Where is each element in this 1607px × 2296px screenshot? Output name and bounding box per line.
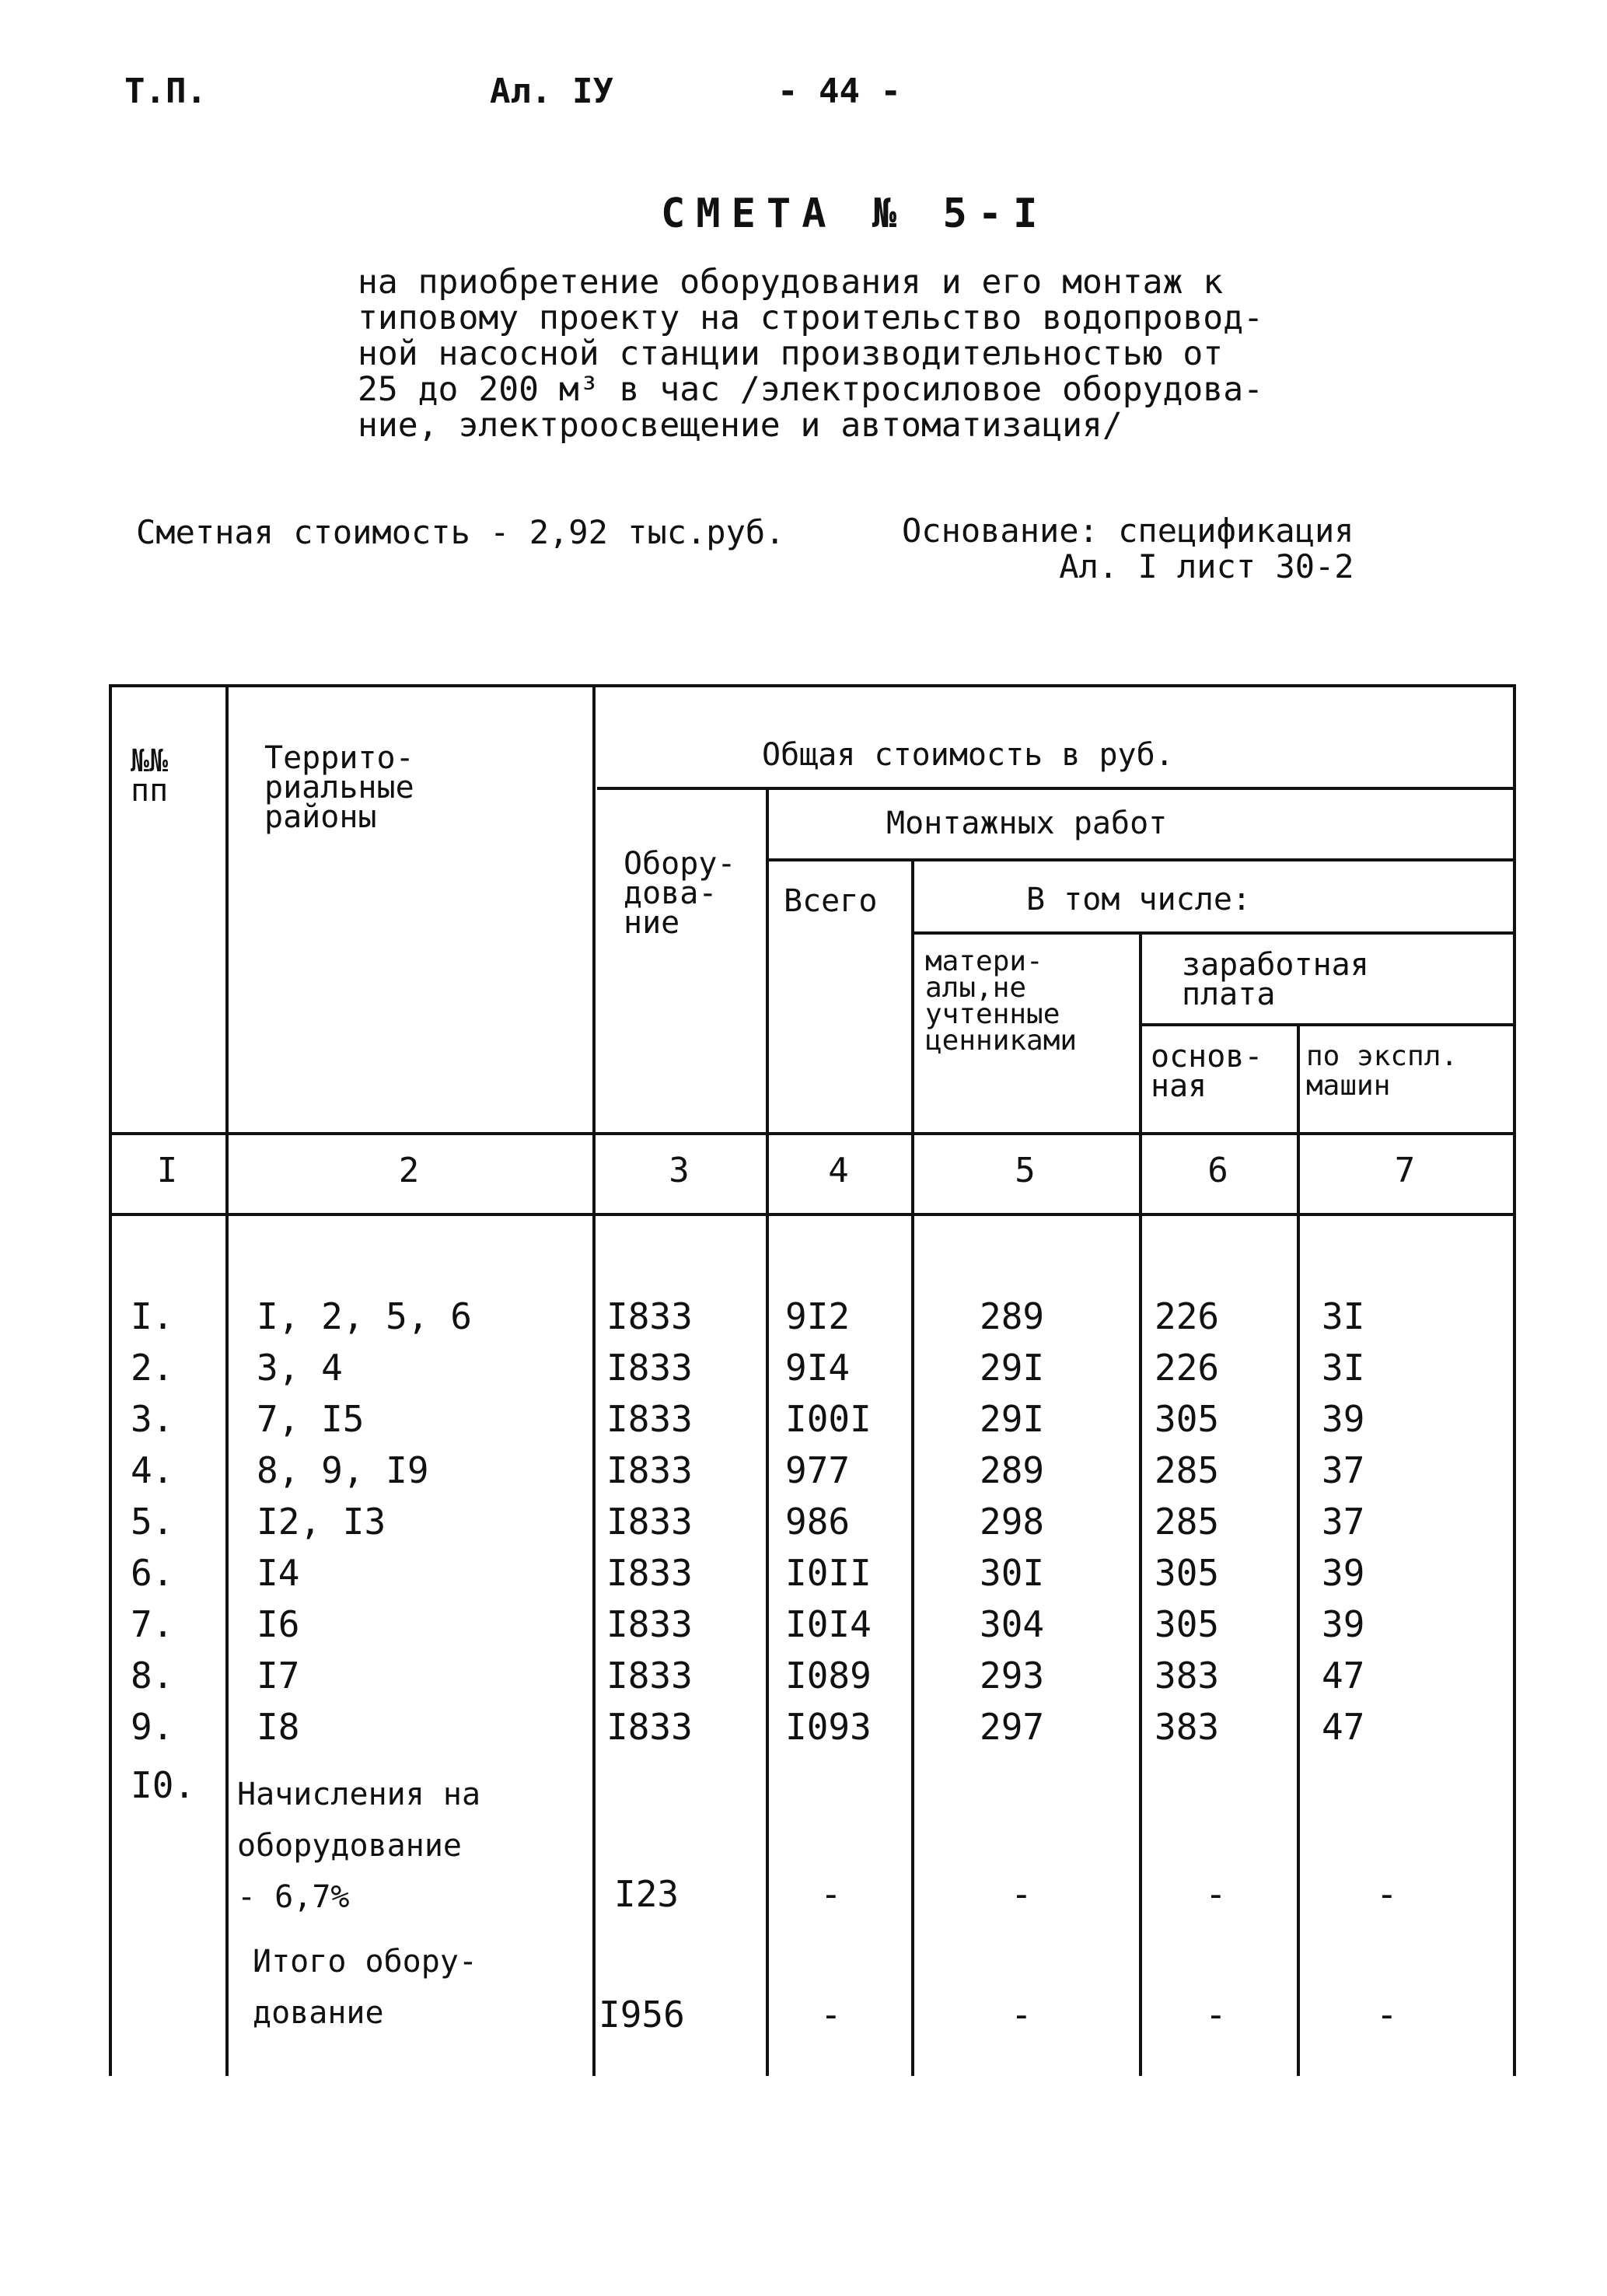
estimate-table: [109, 684, 1516, 2076]
rule-including: [914, 931, 1516, 935]
row-operation: 39: [1322, 1552, 1365, 1594]
row-basic: 285: [1155, 1449, 1220, 1491]
row-equipment: I833: [606, 1501, 693, 1543]
row-operation: 3I: [1322, 1295, 1365, 1337]
total-label: Итого обору- дование: [253, 1944, 477, 2031]
rule-column-numbers: [109, 1213, 1516, 1216]
col-number: I: [156, 1151, 178, 1190]
row-basic: 305: [1155, 1552, 1220, 1594]
row-number: 2.: [131, 1347, 174, 1389]
row-number: 7.: [131, 1603, 174, 1645]
charges-operation: -: [1376, 1873, 1398, 1915]
row-operation: 39: [1322, 1603, 1365, 1645]
col-number: 4: [828, 1151, 849, 1190]
header-all: Всего: [784, 883, 878, 919]
page-number: - 44 -: [777, 72, 901, 111]
row-all: I0I4: [785, 1603, 872, 1645]
row-equipment: I833: [606, 1603, 693, 1645]
row-region: 3, 4: [257, 1347, 343, 1389]
charges-all: -: [820, 1873, 842, 1915]
table-row: [109, 1291, 1516, 1342]
header-equipment: Обору- дова- ние: [624, 846, 736, 941]
row-number: 5.: [131, 1501, 174, 1543]
estimate-basis: Основание: спецификация Ал. I лист 30-2: [902, 512, 1354, 585]
rule-salary: [1141, 1023, 1516, 1026]
row-region: I4: [257, 1552, 300, 1594]
row-region: 8, 9, I9: [257, 1449, 429, 1491]
row-all: I089: [785, 1655, 872, 1697]
row-number: 8.: [131, 1655, 174, 1697]
row-basic: 285: [1155, 1501, 1220, 1543]
row-materials: 289: [980, 1295, 1045, 1337]
row-region: I7: [257, 1655, 300, 1697]
table-row: [109, 1496, 1516, 1547]
rule-header-bottom: [109, 1132, 1516, 1135]
row-basic: 226: [1155, 1347, 1220, 1389]
table-row: [109, 1445, 1516, 1496]
table-row: [109, 1342, 1516, 1393]
document-title: СМЕТА № 5-I: [661, 190, 1049, 237]
row-basic: 305: [1155, 1603, 1220, 1645]
row-all: 9I2: [785, 1295, 851, 1337]
table-row: [109, 1650, 1516, 1701]
col-number: 7: [1394, 1151, 1416, 1190]
row-number: I.: [131, 1295, 174, 1337]
table-border-top: [109, 684, 1516, 687]
header-num: №№ пп: [131, 743, 169, 809]
row-basic: 226: [1155, 1295, 1220, 1337]
row-equipment: I833: [606, 1295, 693, 1337]
row-region: I, 2, 5, 6: [257, 1295, 472, 1337]
charges-basic: -: [1205, 1873, 1227, 1915]
row-operation: 47: [1322, 1706, 1365, 1748]
col-number: 5: [1015, 1151, 1036, 1190]
row-all: 977: [785, 1449, 851, 1491]
header-materials: матери- алы,не учтенные ценниками: [925, 945, 1078, 1057]
row-operation: 37: [1322, 1501, 1365, 1543]
col-number: 2: [398, 1151, 420, 1190]
table-row: [109, 1547, 1516, 1599]
rule-installation: [768, 858, 1516, 861]
table-row: [109, 1599, 1516, 1650]
header-operation: по экспл. машин: [1306, 1040, 1459, 1102]
row-all: I093: [785, 1706, 872, 1748]
header-including: В том числе:: [1026, 882, 1251, 917]
row-region: I6: [257, 1603, 300, 1645]
row-materials: 289: [980, 1449, 1045, 1491]
row-basic: 383: [1155, 1655, 1220, 1697]
charges-materials: -: [1011, 1873, 1032, 1915]
row-all: I00I: [785, 1398, 872, 1440]
header-region: Террито- риальные районы: [264, 740, 414, 835]
row-basic: 305: [1155, 1398, 1220, 1440]
rule-total: [597, 787, 1516, 790]
estimated-cost: Сметная стоимость - 2,92 тыс.руб.: [136, 513, 785, 551]
row-number: 3.: [131, 1398, 174, 1440]
row-region: I2, I3: [257, 1501, 386, 1543]
row-materials: 29I: [980, 1398, 1045, 1440]
table-row: [109, 1393, 1516, 1445]
total-basic: -: [1205, 1994, 1227, 2036]
col-number: 3: [669, 1151, 690, 1190]
row-operation: 47: [1322, 1655, 1365, 1697]
header-basic: основ- ная: [1151, 1039, 1263, 1104]
sheet-code: Т.П.: [124, 72, 207, 111]
header-total: Общая стоимость в руб.: [762, 737, 1174, 773]
row-operation: 39: [1322, 1398, 1365, 1440]
col-number: 6: [1207, 1151, 1228, 1190]
total-materials: -: [1011, 1994, 1032, 2036]
row-materials: 30I: [980, 1552, 1045, 1594]
header-installation: Монтажных работ: [886, 806, 1168, 841]
row-operation: 3I: [1322, 1347, 1365, 1389]
row-number: 4.: [131, 1449, 174, 1491]
total-all: -: [820, 1994, 842, 2036]
row-all: 986: [785, 1501, 851, 1543]
total-equipment: I956: [599, 1994, 685, 2036]
row-equipment: I833: [606, 1706, 693, 1748]
row-materials: 293: [980, 1655, 1045, 1697]
row-materials: 297: [980, 1706, 1045, 1748]
row-equipment: I833: [606, 1655, 693, 1697]
charges-number: I0.: [131, 1764, 196, 1806]
row-materials: 304: [980, 1603, 1045, 1645]
row-basic: 383: [1155, 1706, 1220, 1748]
header-salary: заработная плата: [1182, 947, 1369, 1012]
row-number: 9.: [131, 1706, 174, 1748]
row-all: I0II: [785, 1552, 872, 1594]
row-region: 7, I5: [257, 1398, 365, 1440]
total-operation: -: [1376, 1994, 1398, 2036]
row-equipment: I833: [606, 1347, 693, 1389]
row-all: 9I4: [785, 1347, 851, 1389]
album-number: Ал. IУ: [490, 72, 613, 111]
row-equipment: I833: [606, 1449, 693, 1491]
row-materials: 298: [980, 1501, 1045, 1543]
row-operation: 37: [1322, 1449, 1365, 1491]
charges-label: Начисления на оборудование - 6,7%: [237, 1777, 481, 1915]
row-equipment: I833: [606, 1398, 693, 1440]
row-equipment: I833: [606, 1552, 693, 1594]
table-row: [109, 1701, 1516, 1753]
document-subtitle: на приобретение оборудования и его монтаж к типовому проекту на строительство водопровод- ной насосной станции производительностью от 25 до 200 м³ в час /электросиловое оборудова- ние, электроосвещение и автоматизация/: [358, 263, 1263, 445]
row-materials: 29I: [980, 1347, 1045, 1389]
charges-equipment: I23: [614, 1873, 679, 1915]
row-region: I8: [257, 1706, 300, 1748]
row-number: 6.: [131, 1552, 174, 1594]
